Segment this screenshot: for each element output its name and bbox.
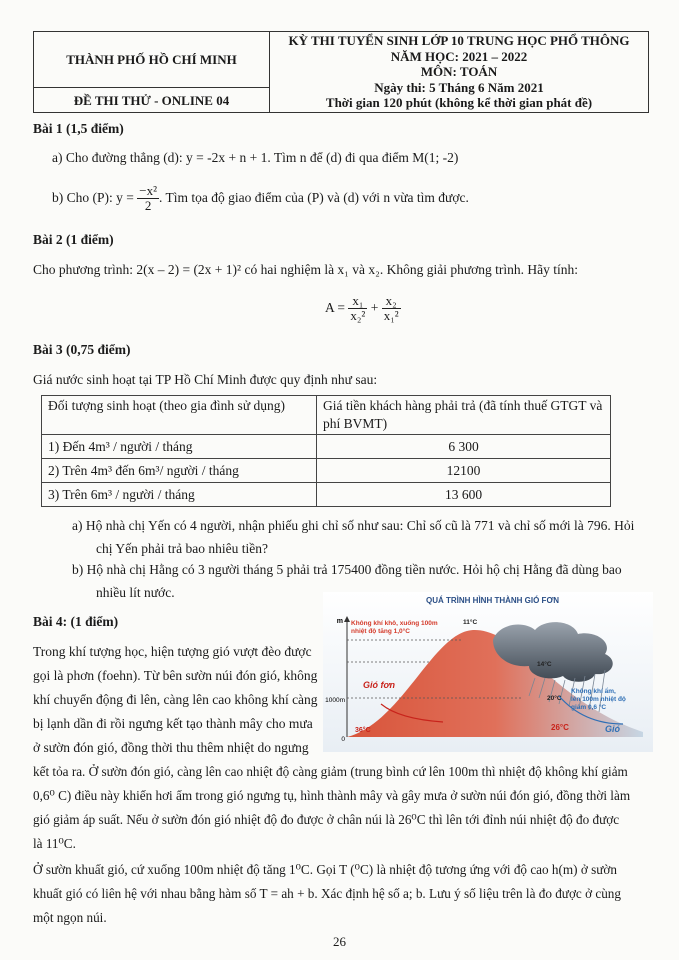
text-line: là 11⁰C. <box>33 836 76 851</box>
table-header-cell: Giá tiền khách hàng phải trả (đã tính thuế GTGT và phí BVMT) <box>317 396 611 435</box>
bai2-text: Cho phương trình: 2(x – 2) = (2x + 1)² có hai nghiệm là x₁ và x₂. Không giải phương trình. Hãy tính: <box>33 262 579 277</box>
header-divider-horizontal <box>34 87 269 88</box>
table-row <box>42 483 611 507</box>
bai1-b-numerator: −x² <box>139 183 157 199</box>
bai3-intro: Giá nước sinh hoạt tại TP Hồ Chí Minh được quy định như sau: <box>33 372 378 387</box>
exam-title: KỲ THI TUYỂN SINH LỚP 10 TRUNG HỌC PHỔ THÔNG <box>288 33 630 48</box>
bai1-b-denominator: 2 <box>144 198 152 214</box>
subject: MÔN: TOÁN <box>420 64 498 79</box>
question-a-line: a) Hộ nhà chị Yến có 4 người, nhận phiếu ghi chỉ số như sau: Chỉ số cũ là 771 và chỉ số mới là 796. Hỏi <box>72 518 635 533</box>
bai1-part-a: a) Cho đường thẳng (d): y = -2x + n + 1. Tìm n để (d) đi qua điểm M(1; -2) <box>52 150 459 165</box>
table-cell: 12100 <box>317 459 611 483</box>
bai1-b-suffix: . Tìm tọa độ giao điểm của (P) và (d) với n vừa tìm được. <box>158 190 469 205</box>
note-right-line-3: giảm 0,6 °C <box>571 704 607 711</box>
bai1-b-fraction <box>137 184 159 213</box>
city-name: THÀNH PHỐ HỒ CHÍ MINH <box>66 52 237 67</box>
practice-label: ĐỀ THI THỬ - ONLINE 04 <box>73 93 230 108</box>
exam-duration: Thời gian 120 phút (không kể thời gian phát đề) <box>325 95 593 110</box>
text-line: khí chuyển động đi lên, càng lên cao không khí càng <box>33 692 318 707</box>
bai4-full-paragraph <box>33 760 630 856</box>
bai1-title: Bài 1 (1,5 điểm) <box>33 121 124 136</box>
foehn-wind-diagram <box>323 592 653 752</box>
fraction-2-numerator: x₂ <box>382 294 401 309</box>
fraction-1-denominator: x₂² <box>350 308 366 324</box>
bai4-last-paragraph <box>33 858 621 930</box>
bai1-b-prefix: b) Cho (P): y = <box>52 190 138 205</box>
formula-lhs: A = <box>325 300 345 315</box>
text-line: gọi là phơn (foehn). Từ bên sườn núi đón gió, không <box>33 668 318 683</box>
y-tick-1000: 1000m <box>325 697 345 704</box>
text-line: Trong khí tượng học, hiện tượng gió vượt đèo được <box>33 644 312 659</box>
text-line: gió giảm áp suất. Nếu ở sườn đón gió nhiệt độ đo được ở chân núi là 26⁰C thì lên tới đỉnh núi nhiệt độ đo được <box>33 812 620 827</box>
table-header-cell: Đối tượng sinh hoạt (theo gia đình sử dụng) <box>42 396 317 435</box>
formula-fraction-1 <box>348 294 367 323</box>
text-line: ở sườn đón gió, đồng thời thu thêm nhiệt do ngưng <box>33 740 309 755</box>
table-row <box>42 459 611 483</box>
y-axis-label: m <box>336 618 343 625</box>
bai3-title: Bài 3 (0,75 điểm) <box>33 342 131 357</box>
note-left-line-1: Không khí khô, xuống 100m <box>351 620 438 627</box>
label-gio-fon: Gió fơn <box>363 680 396 690</box>
bai4-left-paragraph <box>33 640 318 760</box>
note-left-line-2: nhiệt độ tăng 1,0°C <box>351 628 410 635</box>
text-line: 0,6⁰ C) điều này khiến hơi ẩm trong gió ngưng tụ, hình thành mây và gây mưa ở sườn núi đón gió, đồng thời làm <box>33 788 631 803</box>
text-line: bị lạnh dần đi rồi ngưng kết tạo thành mây cho mưa <box>33 716 313 731</box>
formula-fraction-2 <box>382 294 401 323</box>
y-tick-0: 0 <box>341 736 345 743</box>
school-year: NĂM HỌC: 2021 – 2022 <box>390 48 528 64</box>
exam-title-block <box>270 33 648 111</box>
temperature-20: 20°C <box>547 695 562 702</box>
fraction-1-numerator: x₁ <box>348 294 367 309</box>
table-cell: 3) Trên 6m³ / người / tháng <box>42 483 317 507</box>
bai4-title: Bài 4: (1 điểm) <box>33 614 119 629</box>
text-line: Ở sườn khuất gió, cứ xuống 100m nhiệt độ tăng 1⁰C. Gọi T (⁰C) là nhiệt độ tương ứng với độ cao h(m) ở sườn <box>33 862 617 877</box>
table-row <box>42 435 611 459</box>
formula-plus: + <box>370 300 379 315</box>
text-line: khuất gió có liên hệ với nhau bằng hàm số T = ah + b. Xác định hệ số a; b. Lưu ý số liệu trên là đo được ở cùng <box>33 886 621 901</box>
question-a-line: chị Yến phải trả bao nhiêu tiền? <box>96 541 268 556</box>
bai1-part-b <box>52 180 469 216</box>
table-cell: 1) Đến 4m³ / người / tháng <box>42 435 317 459</box>
note-right-line-2: lên 100m nhiệt độ <box>571 696 626 703</box>
text-line: một ngọn núi. <box>33 910 107 925</box>
fraction-2-denominator: x₁² <box>383 308 399 324</box>
table-cell: 6 300 <box>317 435 611 459</box>
water-price-table <box>41 395 611 507</box>
table-cell: 2) Trên 4m³ đến 6m³/ người / tháng <box>42 459 317 483</box>
temperature-14: 14°C <box>537 661 552 668</box>
bai3-question-a <box>72 514 634 560</box>
table-header-row <box>42 396 611 435</box>
question-b-line: nhiều lít nước. <box>96 585 175 600</box>
note-right-line-1: Không khí ẩm, <box>571 688 616 695</box>
exam-date: Ngày thi: 5 Tháng 6 Năm 2021 <box>374 79 544 95</box>
diagram-title: QUÁ TRÌNH HÌNH THÀNH GIÓ FƠN <box>426 596 560 605</box>
exam-header <box>33 31 649 113</box>
peak-temperature: 11°C <box>463 619 478 626</box>
bai2-title: Bài 2 (1 điểm) <box>33 232 114 247</box>
temperature-26: 26°C <box>551 723 569 732</box>
text-line: kết tỏa ra. Ở sườn đón gió, càng lên cao nhiệt độ càng giảm (trung bình cứ lên 100m thì nhiệt độ không khí giảm <box>33 764 628 779</box>
label-gio: Gió <box>605 724 620 734</box>
bai2-formula <box>325 288 401 328</box>
table-cell: 13 600 <box>317 483 611 507</box>
temperature-36: 36°C <box>355 727 371 734</box>
question-b-line: b) Hộ nhà chị Hằng có 3 người tháng 5 phải trả 175400 đồng tiền nước. Hỏi hộ chị Hằng đã dùng bao <box>72 562 622 577</box>
page-number: 26 <box>333 934 346 949</box>
